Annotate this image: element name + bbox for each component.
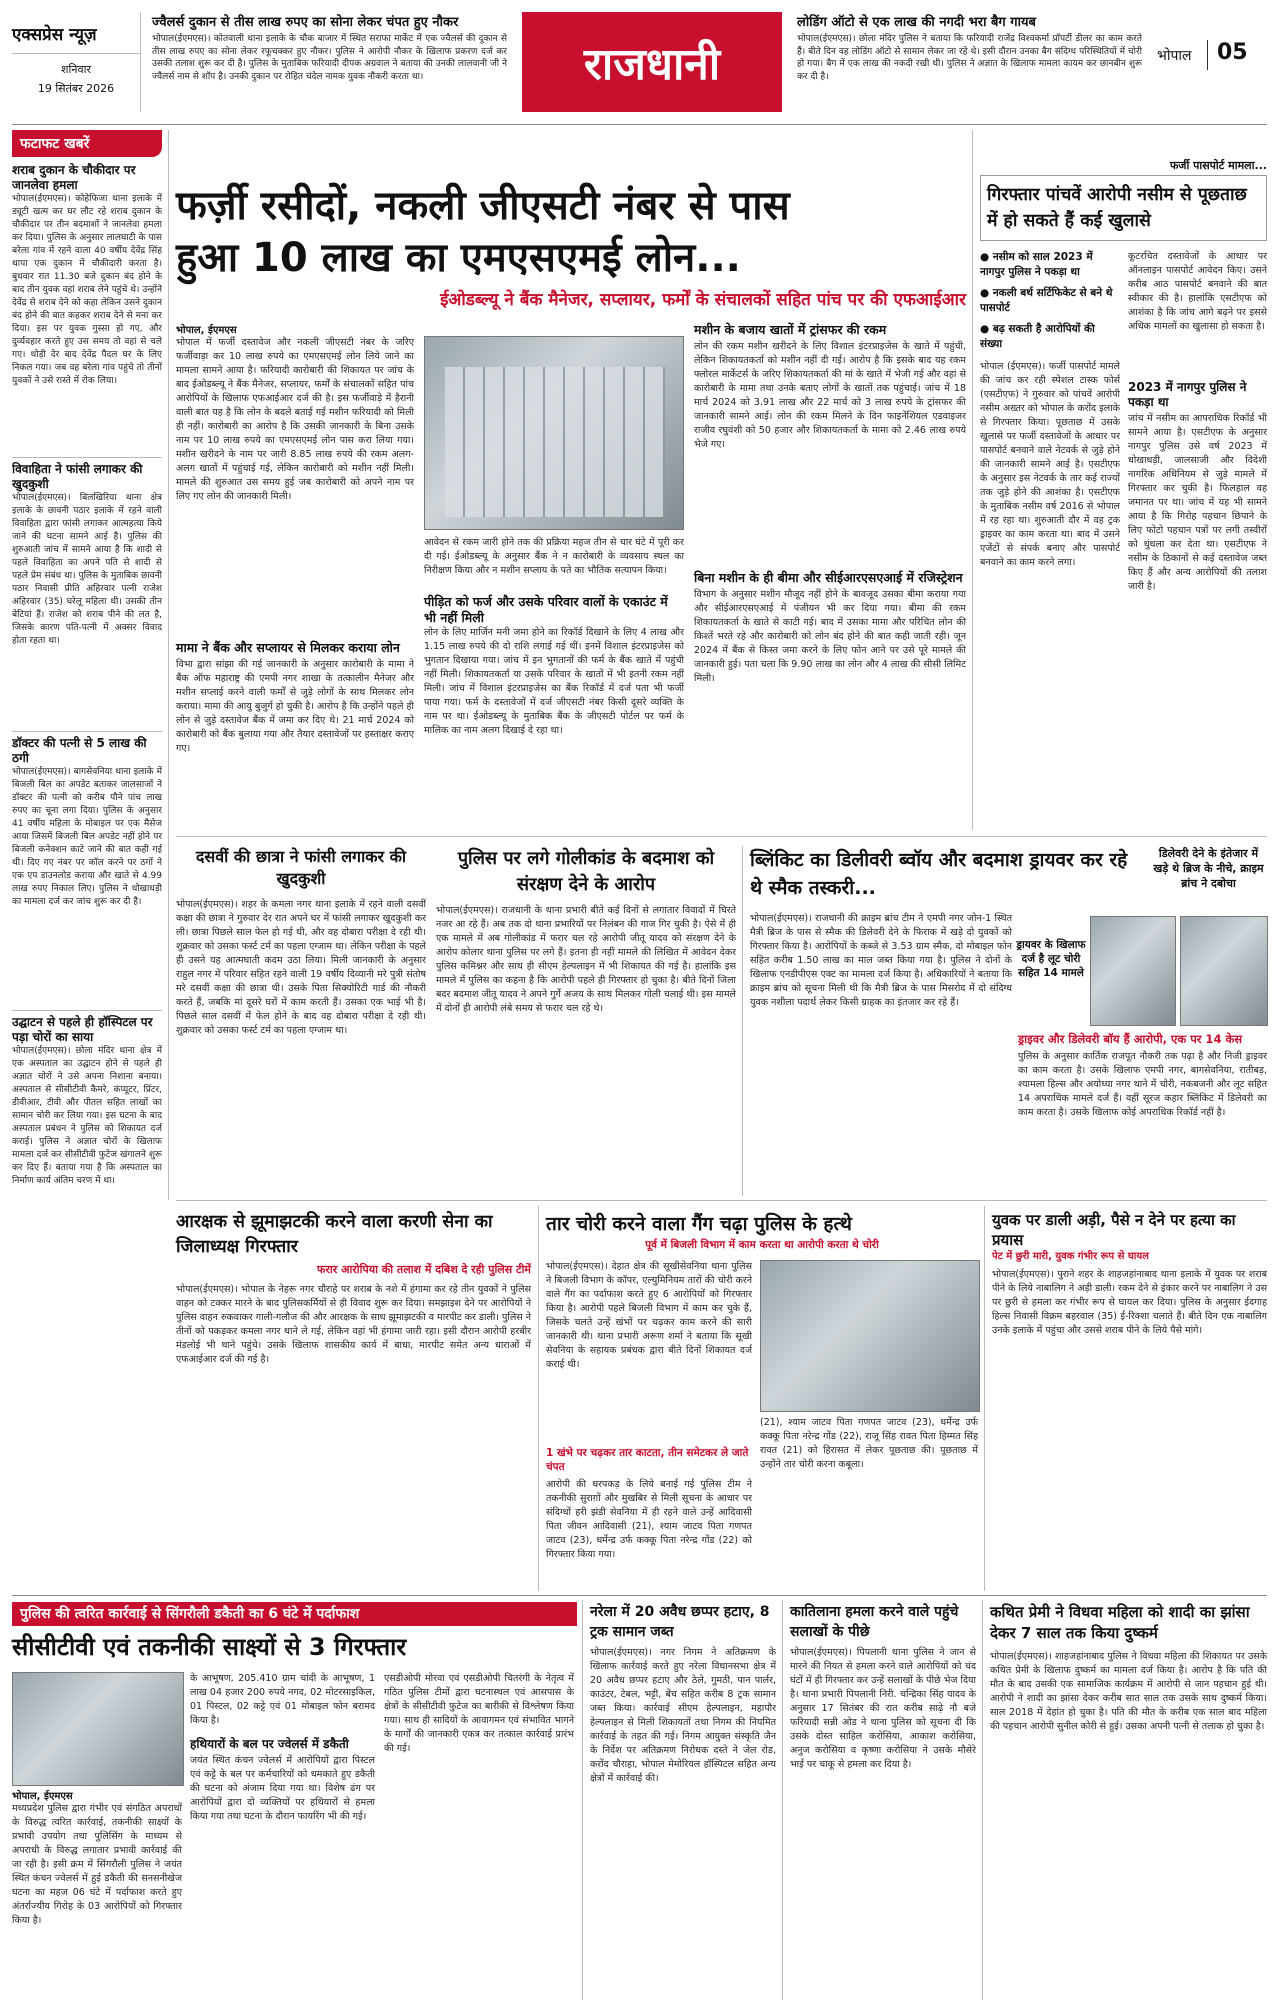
section-title: राजधानी bbox=[583, 39, 721, 90]
lead-body-2: विभा द्वारा सांझा की गई जानकारी के अनुसार कारोबारी के मामा ने बैंक ऑफ महाराष्ट्र की एमपी नगर शाखा के तत्कालीन मैनेजर और मशीन सप्लाई करने वाली फर्मों से जुड़े लोगों के साथ मिलकर लोन कराया। मामा की आयु बुजुर्ग हो चुकी है। आरोप है कि उन्होंने पहले ही लोन से जुड़े दस्तावेज बैंक में जमा कर दिए थे। 21 मार्च 2024 को कारोबारी को बैंक बुलाया गया और तैयार दस्तावेजों पर हस्ताक्षर कराए गए। bbox=[176, 659, 414, 754]
blinkit-headline: ब्लिंकिट का डिलीवरी ब्वॉय और बदमाश ड्रायवर कर रहे थे स्मैक तस्करी... bbox=[750, 849, 1128, 899]
sidebar-item-title: डॉक्टर की पत्नी से 5 लाख की ठगी bbox=[12, 736, 147, 765]
lead-col3-body-2: विभाग के अनुसार मशीन मौजूद नहीं होने के बावजूद उसका बीमा कराया गया और सीईआरएसएआई में पंजीयन भी कर दिया गया। बीमा की रकम शिकायतकर्ता के खाते से काटी गई। बाद में उसका मामा और परिचित लोन की किश्तें भरते रहे और कारोबारी को लोन बंद होने की बात कही जाती रही। जून 2024 में बैंक से किस्त जमा करने के लिए फोन आने पर उसे पूरे मामले की जानकारी हुई। पता चला कि 9.90 लाख का लोन और 4 लाख की सीसी लिमिट मिली। bbox=[694, 589, 966, 684]
lead-body-1: भोपाल में फर्जी दस्तावेज और नकली जीएसटी नंबर के जरिए फर्जीवाड़ा कर 10 लाख रुपये का एमएसएमई लोन लिये जाने का मामला सामने आया है। फरियादी कारोबारी की शिकायत पर जांच के बाद ईओडब्ल्यू ने बैंक मैनेजर, सप्लायर, फर्मों के संचालकों सहित पांच आरोपियों के खिलाफ एफआईआर दर्ज की है। इस फर्जीवाड़े में हैरानी वाली बात यह है कि लोन के बदले बताई गई मशीन फरियादी को मिली ही नहीं। कारोबारी का आरोप है कि उसकी जानकारी के बिना उसके नाम पर 10 लाख रुपये का एमएसएमई लोन पास करा लिया गया। मशीन खरीदने के नाम पर जारी 8.85 लाख रुपये की रकम अलग-अलग खातों में पहुंचाई गई, लेकिन कारोबारी को मशीन नहीं मिली। मामले की शुरुआत उस समय हुई जब कारोबारी को अपने नाम पर लिए गए लोन की जानकारी मिली। bbox=[176, 337, 414, 502]
student-story bbox=[176, 846, 426, 890]
karni-story bbox=[176, 1210, 531, 1529]
gangster-headline: पुलिस पर लगे गोलीकांड के बदमाश को संरक्षण देने के आरोप bbox=[457, 848, 715, 895]
dacoity-subhead: हथियारों के बल पर ज्वेलर्स में डकैती bbox=[190, 1737, 349, 1751]
column-rule bbox=[582, 1600, 583, 2000]
passport-kicker: फर्जी पासपोर्ट मामला... bbox=[1169, 159, 1267, 172]
top-right-headline: लोडिंग ऑटो से एक लाख की नगदी भरा बैग गायब bbox=[797, 15, 1036, 30]
blinkit-callout: डिलेवरी देने के इंतेजार में खड़े थे ब्रिज के नीचे, क्राइम ब्रांच ने दबोचा bbox=[1153, 847, 1264, 890]
sidebar-item bbox=[12, 163, 162, 453]
column-rule bbox=[972, 130, 973, 830]
narela-headline: नरेला में 20 अवैध छप्पर हटाए, 8 ट्रक सामान जब्त bbox=[590, 1604, 770, 1640]
passport-story bbox=[980, 158, 1267, 592]
gang-subhead: पूर्व में बिजली विभाग में काम करता था आरोपी करता थे चोरी bbox=[645, 1239, 879, 1251]
top-right-story bbox=[797, 14, 1142, 113]
top-left-body: भोपाल(ईएमएस)। कोतवाली थाना इलाके के चौक बाजार में स्थित सराफा मार्केट में एक ज्वैलर्स की दुकान से तीस लाख रुपए का सोना लेकर रफूचक्कर हुए नौकर। पुलिस ने आरोपी नौकर के खिलाफ प्रकरण दर्ज कर उसकी तलाश शुरू कर दी है। पुलिस के मुताबिक फरियादी दीपक अग्रवाल ने बताया की उनकी लालवानी जी ने ज्वैलर्स नाम से शॉप है। उनकी दुकान पर रोहित चंदेल नामक युवक नौकरी करता था। bbox=[152, 34, 507, 82]
column-rule bbox=[538, 1206, 539, 1591]
lead-headline-2: हुआ 10 लाख का एमएसएमई लोन... bbox=[176, 235, 741, 281]
lead-dateline: भोपाल, ईएमएस bbox=[176, 325, 237, 336]
passport-body-left: भोपाल (ईएमएस)। फर्जी पासपोर्ट मामले की जांच कर रही स्पेशल टास्क फोर्स (एसटीएफ) ने गुरुवार को पांचवें आरोपी नसीम अख्तर को भोपाल के करोंद इलाके से गिरफ्तार किया। पूछताछ में उसके खुलासे पर फर्जी दस्तावेजों के आधार पर पासपोर्ट बनवाने वाले नेटवर्क से जुड़े होने की जानकारी सामने आई है। एसटीएफ के अनुसार इस नेटवर्क के तार कई राज्यों तक जुड़े होने की आशंका है। एसटीएफ के मुताबिक नसीम वर्ष 2016 से भोपाल में रह रहा था। शुरुआती दौर में वह ट्रक ड्राइवर का काम करता था। बाद में उसने एजेंटों से संपर्क बनाए और पासपोर्ट बनवाने का काम करने लगा। bbox=[980, 361, 1120, 568]
issue-date: 19 सितंबर 2026 bbox=[37, 82, 115, 95]
dacoity-body-2: के आभूषण, 205.410 ग्राम चांदी के आभूषण, 1 लाख 04 हजार 200 रुपये नगद, 02 मोटरसाइकिल, 01 पिस्टल, 02 कट्टे एवं 01 मोबाइल फोन बरामद किया है। bbox=[190, 1673, 375, 1726]
sidebar-item-body: भोपाल(ईएमएस)। कोहेफिजा थाना इलाके में ड्यूटी खत्म कर घर लौट रहे शराब दुकान के चौकीदार पर तीन बदमाशों ने जानलेवा हमला कर दिया। पुलिस के अनुसार लालघाटी के पास बरेला गांव में रहने वाला 40 वर्षीय देवेंद्र सिंह थापा एक दुकान में चौकीदारी करता है। बुधवार रात 11.30 बजे दुकान बंद होने के बाद तीन युवक वहां शराब लेने पहुंचे थे। उन्होंने देवेंद्र से शराब देने को कहा लेकिन उसने दुकान बंद होने की बात कहकर शराब देने से मना कर दिया। इस पर युवक गुस्सा हो गए, और दुर्व्यवहार करते हुए उस समय तो वहां से चले गए। थोड़ी देर बाद देवेंद्र पैदल घर के लिए निकल गया। जब वह बरेला गांव पहुंचे तो तीनों युवकों ने उसे रास्ते में रोक लिया। bbox=[12, 194, 162, 386]
karni-subhead: फरार आरोपिया की तलाश में दबिश दे रही पुलिस टीमें bbox=[316, 1263, 531, 1276]
lead-col-2b bbox=[424, 626, 684, 836]
passport-headline: गिरफ्तार पांचवें आरोपी नसीम से पूछताछ में हो सकते हैं कई खुलासे bbox=[987, 185, 1247, 231]
top-right-body: भोपाल(ईएमएस)। छोला मंदिर पुलिस ने बताया कि फरियादी राजेंद्र विश्वकर्मा प्रॉपर्टी डीलर का काम करते हैं। बीते दिन वह लोडिंग ऑटो से सामान लेकर जा रहे थे। इसी दौरान उनका बैग संदिग्ध परिस्थितियों में चोरी हो गया। बैग में एक लाख की नकदी रखी थी। पुलिस ने अज्ञात के खिलाफ मामला कायम कर छानबीन शुरू कर दी है। bbox=[797, 34, 1142, 82]
passport-bullet: ● बढ़ सकती है आरोपियों की संख्या bbox=[980, 323, 1095, 350]
attack-headline: कातिलाना हमला करने वाले पहुंचे सलाखों के पीछे bbox=[790, 1604, 959, 1640]
masthead bbox=[12, 12, 1267, 118]
karni-body: भोपाल(ईएमएस)। भोपाल के नेहरू नगर चौराहे पर शराब के नशे में हंगामा कर रहे तीन युवकों ने पुलिस वाहन को टक्कर मारने के बाद पुलिसकर्मियों से ही विवाद शुरू कर दिया। समझाइश देने पर आरोपियों ने पुलिस वाहन रुकवाकर गाली-गलौज की और आरक्षक के साथ झूमाझटकी व मारपीट कर डाली। पुलिस ने तीनों को पकड़कर कमला नगर थाने ले गई, लेकिन वहां भी हंगामा जारी रहा। इसी दौरान आरोपी हरबीर मंडलोई भी थाने पहुंचे। उसके खिलाफ शासकीय कार्य में बाधा, मारपीट समेत अन्य धाराओं में एफआईआर दर्ज की गई है। bbox=[176, 1284, 531, 1365]
lead-photo-caption: आवेदन से रकम जारी होने तक की प्रक्रिया महज तीन से चार घंटे में पूरी कर दी गई। ईओडब्ल्यू के अनुसार बैंक ने न कारोबारी के व्यवसाय स्थल का निरीक्षण किया और न मशीन सप्लाय के पते का भौतिक सत्यापन किया। bbox=[424, 537, 684, 576]
lead-col3-body-1: लोन की रकम मशीन खरीदने के लिए विशाल इंटरप्राइजेस के खाते में पहुंची, लेकिन शिकायतकर्ता को मशीन नहीं दी गई। आरोप है कि इसके बाद यह रकम फ्लोरल मार्केटर्स के जरिए शिकायतकर्ता की मां के खाते में भेजी गई और वहां से कारोबारी के मामा तथा उनके बताए लोगों के खातों तक पहुंचाई। जांच में 18 मार्च 2024 को 3.91 लाख और 22 मार्च को 3 लाख रुपये के ट्रांसफर की जानकारी सामने आई। लोन की रकम मिलने के दिन फाइनेंशियल एडवाइजर राजीव रघुवंशी को 50 हजार और शिकायतकर्ता के मामा को 2.46 लाख रुपये भेजे गए। bbox=[694, 341, 966, 450]
youth-subhead: पेट में छुरी मारी, युवक गंभीर रूप से घायल bbox=[992, 1251, 1149, 1262]
youth-story bbox=[992, 1210, 1267, 1584]
passport-body-right-2: जांच में नसीम का आपराधिक रिकॉर्ड भी सामने आया है। एसटीएफ के अनुसार नागपुर पुलिस उसे वर्ष 2023 में धोखाधड़ी, जालसाजी और विदेशी नागरिक अधिनियम से जुड़े मामले में गिरफ्तार कर चुकी है। फिलहाल वह जमानत पर था। जांच में यह भी सामने आया है कि गिरोह पहचान छिपाने के लिए फोटो पहचान पत्रों पर लगी तस्वीरों को धुंधला कर देता था। एसटीएफ ने नसीम के ठिकानों से कई दस्तावेज जब्त किए हैं और अन्य आरोपियों की तलाश जारी है। bbox=[1128, 413, 1267, 592]
sidebar-item-title: विवाहिता ने फांसी लगाकर की खुदकुशी bbox=[12, 462, 143, 491]
lead-col3-subhead: मशीन के बजाय खातों में ट्रांसफर की रकम bbox=[694, 322, 887, 337]
blinkit-story bbox=[750, 846, 1267, 1118]
city-name: भोपाल bbox=[1157, 48, 1192, 64]
blinkit-body-2: पुलिस के अनुसार कार्तिक राजपूत नौकरी तक पढ़ा है और निजी ड्राइवर का काम करता है। उसके खिलाफ एमपी नगर, बागसेवनिया, रातीबड़, श्यामला हिल्स और अयोध्या नगर थाने में चोरी, नकबजनी और लूट सहित 14 अपराधिक मामले दर्ज हैं। वहीं सूरज कहार ब्लिंकिट में डिलेवरी का काम करता है। उसके खिलाफ कोई अपराधिक रिकॉर्ड नहीं है। bbox=[1018, 1051, 1267, 1118]
section-rule bbox=[12, 1595, 1267, 1596]
gang-story bbox=[546, 1210, 978, 1560]
sidebar-tag: फटाफट खबरें bbox=[12, 130, 162, 157]
column-rule bbox=[742, 846, 743, 1196]
lead-col3-subhead-2: बिना मशीन के ही बीमा और सीईआरएसएआई में रजिस्ट्रेशन bbox=[694, 570, 963, 585]
sidebar bbox=[12, 130, 162, 1200]
gang-headline: तार चोरी करने वाला गैंग चढ़ा पुलिस के हत्थे bbox=[546, 1213, 852, 1235]
dacoity-story bbox=[12, 1602, 577, 1926]
widow-headline: कथित प्रेमी ने विधवा महिला को शादी का झांसा देकर 7 साल तक किया दुष्कर्म bbox=[990, 1603, 1250, 1642]
accused-photo-2 bbox=[1180, 916, 1268, 1026]
student-headline: दसवीं की छात्रा ने फांसी लगाकर की खुदकुशी bbox=[195, 847, 407, 888]
attack-story bbox=[790, 1602, 976, 1992]
accused-photo-1 bbox=[1090, 916, 1176, 1026]
building-photo bbox=[424, 336, 684, 530]
passport-col-left bbox=[980, 250, 1120, 738]
sidebar-item-body: भोपाल(ईएमएस)। बागसेवनिया थाना इलाके में बिजली बिल का अपडेट बताकर जालसाजों ने डॉक्टर की पत्नी को करीब पौने पांच लाख रुपए का चूना लगा दिया। पुलिस के अनुसार 41 वर्षीय महिला के मोबाइल पर एक मैसेज आया जिसमें बिजली बिल अपडेट नहीं होने पर बिजली कनेक्शन काटे जाने की बात कही गई थी। दिए गए नंबर पर कॉल करने पर ठगों ने एक एप डाउनलोड कराया और खाते से 4.99 लाख रुपए निकाल लिए। पुलिस ने धोखाधड़ी का मामला दर्ज कर जांच शुरू कर दी है। bbox=[12, 767, 162, 907]
karni-headline: आरक्षक से झूमाझटकी करने वाला करणी सेना का जिलाध्यक्ष गिरफ्तार bbox=[176, 1212, 493, 1257]
gang-arrest-photo bbox=[760, 1260, 980, 1412]
dacoity-body-1: मध्यप्रदेश पुलिस द्वारा गंभीर एवं संगठित अपराधों के विरुद्ध त्वरित कार्रवाई, तकनीकी साक्ष्यों के प्रभावी उपयोग तथा पुलिसिंग के माध्यम से अपराधी के विरुद्ध लगातार प्रभावी कार्रवाई की जा रही है। इसी क्रम में सिंगरौली पुलिस ने जयंत स्थित कंचन ज्वेलर्स में हुई डकैती की सनसनीखेज घटना का महज 06 घंटे में पर्दाफाश करते हुए अंतर्राज्यीय गिरोह के 03 आरोपियों को गिरफ्तार किया है। bbox=[12, 1803, 182, 1926]
youth-body: भोपाल(ईएमएस)। पुराने शहर के शाहजहांनाबाद थाना इलाके में युवक पर शराब पीने के लिये नाबालिग ने अड़ी डाली। रकम देने से इंकार करने पर नाबालिग ने उस पर छुरी से हमला कर गंभीर रूप से घायल कर दिया। पुलिस के अनुसार ईदगाह हिल्स निवासी विक्रम बहरवाल (35) ई-रिक्शा चलाते हैं। बीते दिन एक नाबालिग उनके इलाके में पहुंचा और उससे शराब पीने के लिये पैसे मांगे। bbox=[992, 1269, 1267, 1336]
blinkit-body: भोपाल(ईएमएस)। राजधानी की क्राइम ब्रांच टीम ने एमपी नगर जोन-1 स्थित मैत्री ब्रिज के पास से स्मैक की डिलेवरी देने के फिराक में खड़े दो युवकों को गिरफ्तार किया है। आरोपियों के कब्जे से 3.53 ग्राम स्मैक, दो मोबाइल फोन सहित करीब 1.50 लाख का माल जब्त किया गया है। पुलिस ने दोनों के खिलाफ एनडीपीएस एक्ट का मामला दर्ज किया है। अधिकारियों ने बताया कि क्राइम ब्रांच को सूचना मिली थी कि मैत्री ब्रिज के पास मिसरोद में दो संदिग्ध युवक नशीला पदार्थ लेकर किसी ग्राहक का इंतजार कर रहे हैं। bbox=[750, 913, 1012, 1008]
lead-col-1 bbox=[176, 322, 414, 644]
issue-day: शनिवार bbox=[61, 63, 91, 76]
dacoity-banner: पुलिस की त्वरित कार्रवाई से सिंगरौली डकैती का 6 घंटे में पर्दाफाश bbox=[12, 1602, 577, 1626]
student-body: भोपाल(ईएमएस)। शहर के कमला नगर थाना इलाके में रहने वाली दसवीं कक्षा की छात्रा ने गुरुवार देर रात अपने घर में फांसी लगाकर खुदकुशी कर ली। छात्रा पिछले साल फेल हो गई थी, और वह दोबारा परीक्षा दे रही थी। शुक्रवार को उसका फर्स्ट टर्म का पहला एग्जाम था। लेकिन परीक्षा के पहले ही उसने यह आत्मघाती कदम उठा लिया। मिली जानकारी के अनुसार राहुल नगर में परिवार सहित रहने वाली 19 वर्षीय दिव्यानी मरे पुत्री संतोष मरे दसवीं कक्षा की छात्रा थी। उसके पिता सिक्योरिटी गार्ड की नौकरी करते हैं, जबकि मां दूसरे घरों में काम करती हैं। उसका एक भाई भी है। पिछले साल दसवीं में फेल होने के बाद वह दोबारा परीक्षा दे रही थी। शुक्रवार को उसका फर्स्ट टर्म का पहला एग्जाम था। bbox=[176, 899, 426, 1036]
gangster-story bbox=[436, 846, 736, 1196]
column-rule bbox=[168, 130, 169, 1200]
sidebar-continue bbox=[12, 1204, 162, 1310]
attack-body: भोपाल(ईएमएस)। पिपलानी थाना पुलिस ने जान से मारने की नियत से हमला करने वाले आरोपियों को चंद घंटों में ही गिरफ्तार कर उन्हें सलाखों के पीछे भेज दिया है। थाना प्रभारी पिपलानी निरी. चन्द्रिका सिंह यादव के अनुसार 17 सितंबर की रात करीब साढ़े नौ बजे फरियादी सन्नी ओड ने थाना पुलिस को सूचना दी कि उसके दोस्त साहिल करोसिया, आकाश करोसिया, अनुज करोसिया व कृष्णा करोसिया ने उसके मौसेरे भाई पर चाकू से हमला कर दिया है। bbox=[790, 1647, 976, 1770]
gang-photo-caption: (21), श्याम जाटव पिता गणपत जाटव (23), धर्मेन्द्र उर्फ कक्कू पिता नरेन्द्र गोंड (22), राजू सिंह रावत पिता हिम्मत सिंह रावत (21) को हिरासत में लेकर पूछताछ की। पूछताछ में उन्होंने तार चोरी करना कबूला। bbox=[760, 1417, 978, 1470]
masthead-rule bbox=[12, 124, 1267, 125]
sidebar-item-body: भोपाल(ईएमएस)। बिलखिरिया थाना क्षेत्र इलाके के छावनी पठार इलाके में रहने वाली विवाहिता द्वारा फांसी लगाकर आत्महत्या किये जाने की घटना सामने आई है। पुलिस की शुरुआती जांच में सामने आया है कि शादी से पहले विवाहिता का अपने पति से शादी से पहले प्रेम संबंध था। पुलिस के मुताबिक छावनी पठार निवासी प्रीति अहिरवार पत्नी राजेश अहिरवार (35) घरेलू महिला थी। उसकी तीन बेटियां हैं। राजेश को शराब पीने की लत है, जिसके कारण पति-पत्नी में अक्सर विवाद होता रहता था। bbox=[12, 493, 162, 646]
sidebar-item bbox=[12, 1015, 162, 1200]
column-rule bbox=[984, 1206, 985, 1591]
dacoity-dateline: भोपाल, ईएमएस bbox=[12, 1791, 73, 1802]
lead-col-3 bbox=[694, 322, 966, 838]
lead-headline-1: फर्ज़ी रसीदों, नकली जीएसटी नंबर से पास bbox=[176, 183, 790, 229]
brand-name: एक्सप्रेस न्यूज़ bbox=[12, 25, 97, 45]
lead-subhead-2: पीड़ित को फर्ज और उसके परिवार वालों के एकाउंट में भी नहीं मिली bbox=[424, 594, 668, 625]
widow-story bbox=[990, 1602, 1267, 1994]
lead-story bbox=[176, 180, 966, 312]
widow-body: भोपाल(ईएमएस)। शाहजहांनाबाद पुलिस ने विधवा महिला की शिकायत पर उसके कथित प्रेमी के खिलाफ दुष्कर्म का मामला दर्ज किया है। आरोप है कि पति की मौत के बाद उसकी एक सामाजिक कार्यक्रम में आरोपी से जान पहचान हुई थी। आरोपी ने शादी का झांसा देकर करीब सात साल तक उसके साथ दुष्कर्म किया। साल 2018 में देहांत हो चुका है। पति की मौत के करीब एक साल बाद महिला की पहचान आरोपी सुनील कोरी से हुई। उसका अपनी पत्नी से तलाक हो चुका है। bbox=[990, 1651, 1267, 1732]
gangster-body: भोपाल(ईएमएस)। राजधानी के थाना प्रभारी बीते कई दिनों से लगातार विवादों में घिरते नजर आ रहे हैं। अब तक दो थाना प्रभारियों पर निलंबन की गाज गिर चुकी है। ऐसे में ही एक मामले में अब गोलीकांड में फरार चल रहे आरोपी जीतू यादव को संरक्षण देने के आरोप कोलार थाना पुलिस पर लगे हैं। इतना ही नहीं मामले की लिखित में आवेदन देकर पुलिस कमिश्नर और साथ ही सीएम हेल्पलाइन में भी शिकायत की गई है। हालांकि इस मामले में पुलिस का कहना है कि आरोपी पहले ही गिरफ्तार हो चुका है। बीते दिनों जिला बदर बदमाश जीतू यादव ने अपने गुर्गे अजय के साथ मिलकर गोली चलाई थी। इस मामले में दोनों ही आरोपी लंबे समय से फरार चल रहे थे। bbox=[436, 905, 736, 1014]
dacoity-photo bbox=[12, 1672, 184, 1786]
section-rule bbox=[176, 1200, 1267, 1201]
passport-bullet: ● नकली बर्थ सर्टिफिकेट से बने थे पासपोर्ट bbox=[980, 287, 1113, 314]
column-rule bbox=[782, 1600, 783, 2000]
passport-body-right: कूटरचित दस्तावेजों के आधार पर ऑनलाइन पासपोर्ट आवेदन किए। उसने करीब आठ पासपोर्ट बनवाने की बात स्वीकार की है। हालांकि एसटीएफ को आशंका है कि जांच आगे बढ़ने पर इससे अधिक मामलों का खुलासा हो सकता है। bbox=[1128, 251, 1267, 332]
column-rule bbox=[982, 1600, 983, 2000]
dacoity-headline: सीसीटीवी एवं तकनीकी साक्ष्यों से 3 गिरफ्तार bbox=[12, 1633, 407, 1661]
divider bbox=[1207, 40, 1208, 70]
lead-body-3: लोन के लिए मार्जिन मनी जमा होने का रिकॉर्ड दिखाने के लिए 4 लाख और 1.15 लाख रुपये की दो राशि लगाई गई थीं। इनमें विशाल इंटरप्राइजेस को भुगतान दिखाया गया। जांच में इन भुगतानों की फर्म के बैंक खाते में पहुंची नहीं मिली। शिकायतकर्ता या उसके परिवार के खातों में भी इतनी रकम नहीं मिली। जांच में विशाल इंटरप्राइजेस का बैंक रिकॉर्ड में दर्ज पता भी फर्जी पाया गया। फर्म के दस्तावेजों में दर्ज जीएसटी नंबर किसी दूसरे व्यक्ति के नाम पर था। ईओडब्ल्यू के मुताबिक बैंक के जीएसटी पोर्टल पर फर्म के मालिक का नाम अलग दिखाई दे रहा था। bbox=[424, 627, 684, 736]
lead-col-2 bbox=[424, 336, 684, 626]
page-number: 05 bbox=[1217, 40, 1248, 65]
sidebar-item-title: शराब दुकान के चौकीदार पर जानलेवा हमला bbox=[12, 163, 136, 192]
youth-headline: युवक पर डाली अड़ी, पैसे न देने पर हत्या का प्रयास bbox=[992, 1211, 1236, 1249]
section-banner bbox=[522, 12, 782, 112]
lead-col-1b bbox=[176, 640, 414, 826]
dacoity-body-3: जयंत स्थित कंचन ज्वेलर्स में आरोपियों द्वारा पिस्टल एवं कट्टे के बल पर कर्मचारियों को धमकाते हुए डकैती की घटना को अंजाम दिया गया था। विशेष ढंग पर आरोपियों द्वारा दो व्यक्तियों पर हथियारों से हमला किया गया तथा घटना के दौरान फायरिंग भी की गई। bbox=[190, 1755, 375, 1822]
sidebar-item-title: उद्घाटन से पहले ही हॉस्पिटल पर पड़ा चोरों का साया bbox=[12, 1015, 153, 1044]
gang-body: भोपाल(ईएमएस)। देहात क्षेत्र की सूखीसेवनिया थाना पुलिस ने बिजली विभाग के कॉपर, एल्युमिनियम तारों की चोरी करने वाले गैंग का पर्दाफाश करते हुए 6 आरोपियों को गिरफ्तार किया है। आरोपी पहले बिजली विभाग में काम कर चुके हैं, जिसके चलते उन्हें खंभों पर चढ़कर काम करने की सारी जानकारी थी। थाना प्रभारी अरूण शर्मा ने बताया कि सूखी सेवनिया के सहायक प्रबंधक द्वारा बीते दिनों शिकायत दर्ज कराई थी। bbox=[546, 1261, 752, 1370]
gang-callout: 1 खंभे पर चढ़कर तार काटता, तीन समेटकर ले जाते चंपत bbox=[546, 1447, 749, 1473]
top-left-story bbox=[152, 14, 507, 113]
sidebar-item-body: भोपाल(ईएमएस)। छोला मंदिर थाना क्षेत्र में एक अस्पताल का उद्घाटन होने से पहले ही अज्ञात चोरों ने उसे अपना निशाना बनाया। अस्पताल से सीसीटीवी कैमरे, कंप्यूटर, प्रिंटर, डीवीआर, टीवी और पीतल सहित लाखों का सामान चोरी कर लिया गया। इस घटना के बाद अस्पताल प्रबंधन ने पुलिस को शिकायत दर्ज कराई। पुलिस ने अज्ञात चोरों के खिलाफ मामला दर्ज कर सीसीटीवी फुटेज खंगालने शुरू कर दिए हैं। बताया गया है कि अस्पताल का निर्माण कार्य अंतिम चरण में था। bbox=[12, 1046, 162, 1186]
lead-subhead: ईओडब्ल्यू ने बैंक मैनेजर, सप्लायर, फर्मों के संचालकों सहित पांच पर की एफआईआर bbox=[440, 290, 966, 310]
blinkit-subhead: ड्राइवर और डिलेवरी बॉय हैं आरोपी, एक पर 14 केस bbox=[1018, 1032, 1243, 1046]
lead-subhead-1: मामा ने बैंक और सप्लायर से मिलकर कराया लोन bbox=[176, 640, 400, 655]
top-left-headline: ज्वैलर्स दुकान से तीस लाख रुपए का सोना लेकर चंपत हुए नौकर bbox=[152, 15, 459, 30]
blinkit-photo-label: ड्रायवर के खिलाफ दर्ज है लूट चोरी सहित 14 मामले bbox=[1016, 939, 1086, 979]
narela-body: भोपाल(ईएमएस)। नगर निगम ने अतिक्रमण के खिलाफ कार्रवाई करते हुए नरेला विधानसभा क्षेत्र में 20 अवैध छप्पर हटाए और ठेले, गुमठी, पान पार्लर, काउंटर, टेबल, भट्टी, बेंच सहित करीब 8 ट्रक सामान जब्त किया। कार्रवाई सीएम हेल्पलाइन, महापौर हेल्पलाइन से मिली शिकायतों तथा निगम की नियमित कार्रवाई के तहत की गई। निगम आयुक्त संस्कृति जैन के निर्देश पर अतिक्रमण निरोधक दस्ते ने जेल रोड, करोंद चौराहा, भोपाल मेमोरियल हॉस्पिटल सहित अन्य क्षेत्रों में कार्रवाई की। bbox=[590, 1647, 776, 1784]
brand-block bbox=[12, 12, 141, 112]
gang-body-2: आरोपी की धरपकड़ के लिये बनाई गई पुलिस टीम ने तकनीकी सुराग़ों और मुखबिर से मिली सूचना के आधार पर संदिग्धों हरी झंडी सेवनिया में ही रहने वाले उन्हें आदिवासी पिता जीवन आदिवासी (21), श्याम जाटव पिता गणपत जाटव (23), धर्मेन्द्र उर्फ कक्कू पिता नरेन्द्र गोंड (22) को गिरफ्तार किया गया। bbox=[546, 1479, 752, 1560]
sidebar-item bbox=[12, 736, 162, 1006]
passport-bullet: ● नसीम को साल 2023 में नागपुर पुलिस ने पकड़ा था bbox=[980, 251, 1093, 278]
section-rule bbox=[176, 836, 1267, 837]
narela-story bbox=[590, 1602, 776, 1992]
passport-subhead: 2023 में नागपुर पुलिस ने पकड़ा था bbox=[1128, 380, 1247, 409]
passport-col-right bbox=[1128, 250, 1267, 792]
sidebar-item bbox=[12, 462, 162, 727]
dacoity-body-4: एसडीओपी मोरवा एवं एसडीओपी चितरंगी के नेतृत्व में गठित पुलिस टीमों द्वारा घटनास्थल एवं आसपास के क्षेत्रों के सीसीटीवी फुटेज का बारीकी से विश्लेषण किया गया। साथ ही सादियों के आवागमन एवं संभावित भागने के मार्गों की जानकारी एकत्र कर तत्काल कार्रवाई प्रारंभ की गई। bbox=[384, 1673, 574, 1754]
